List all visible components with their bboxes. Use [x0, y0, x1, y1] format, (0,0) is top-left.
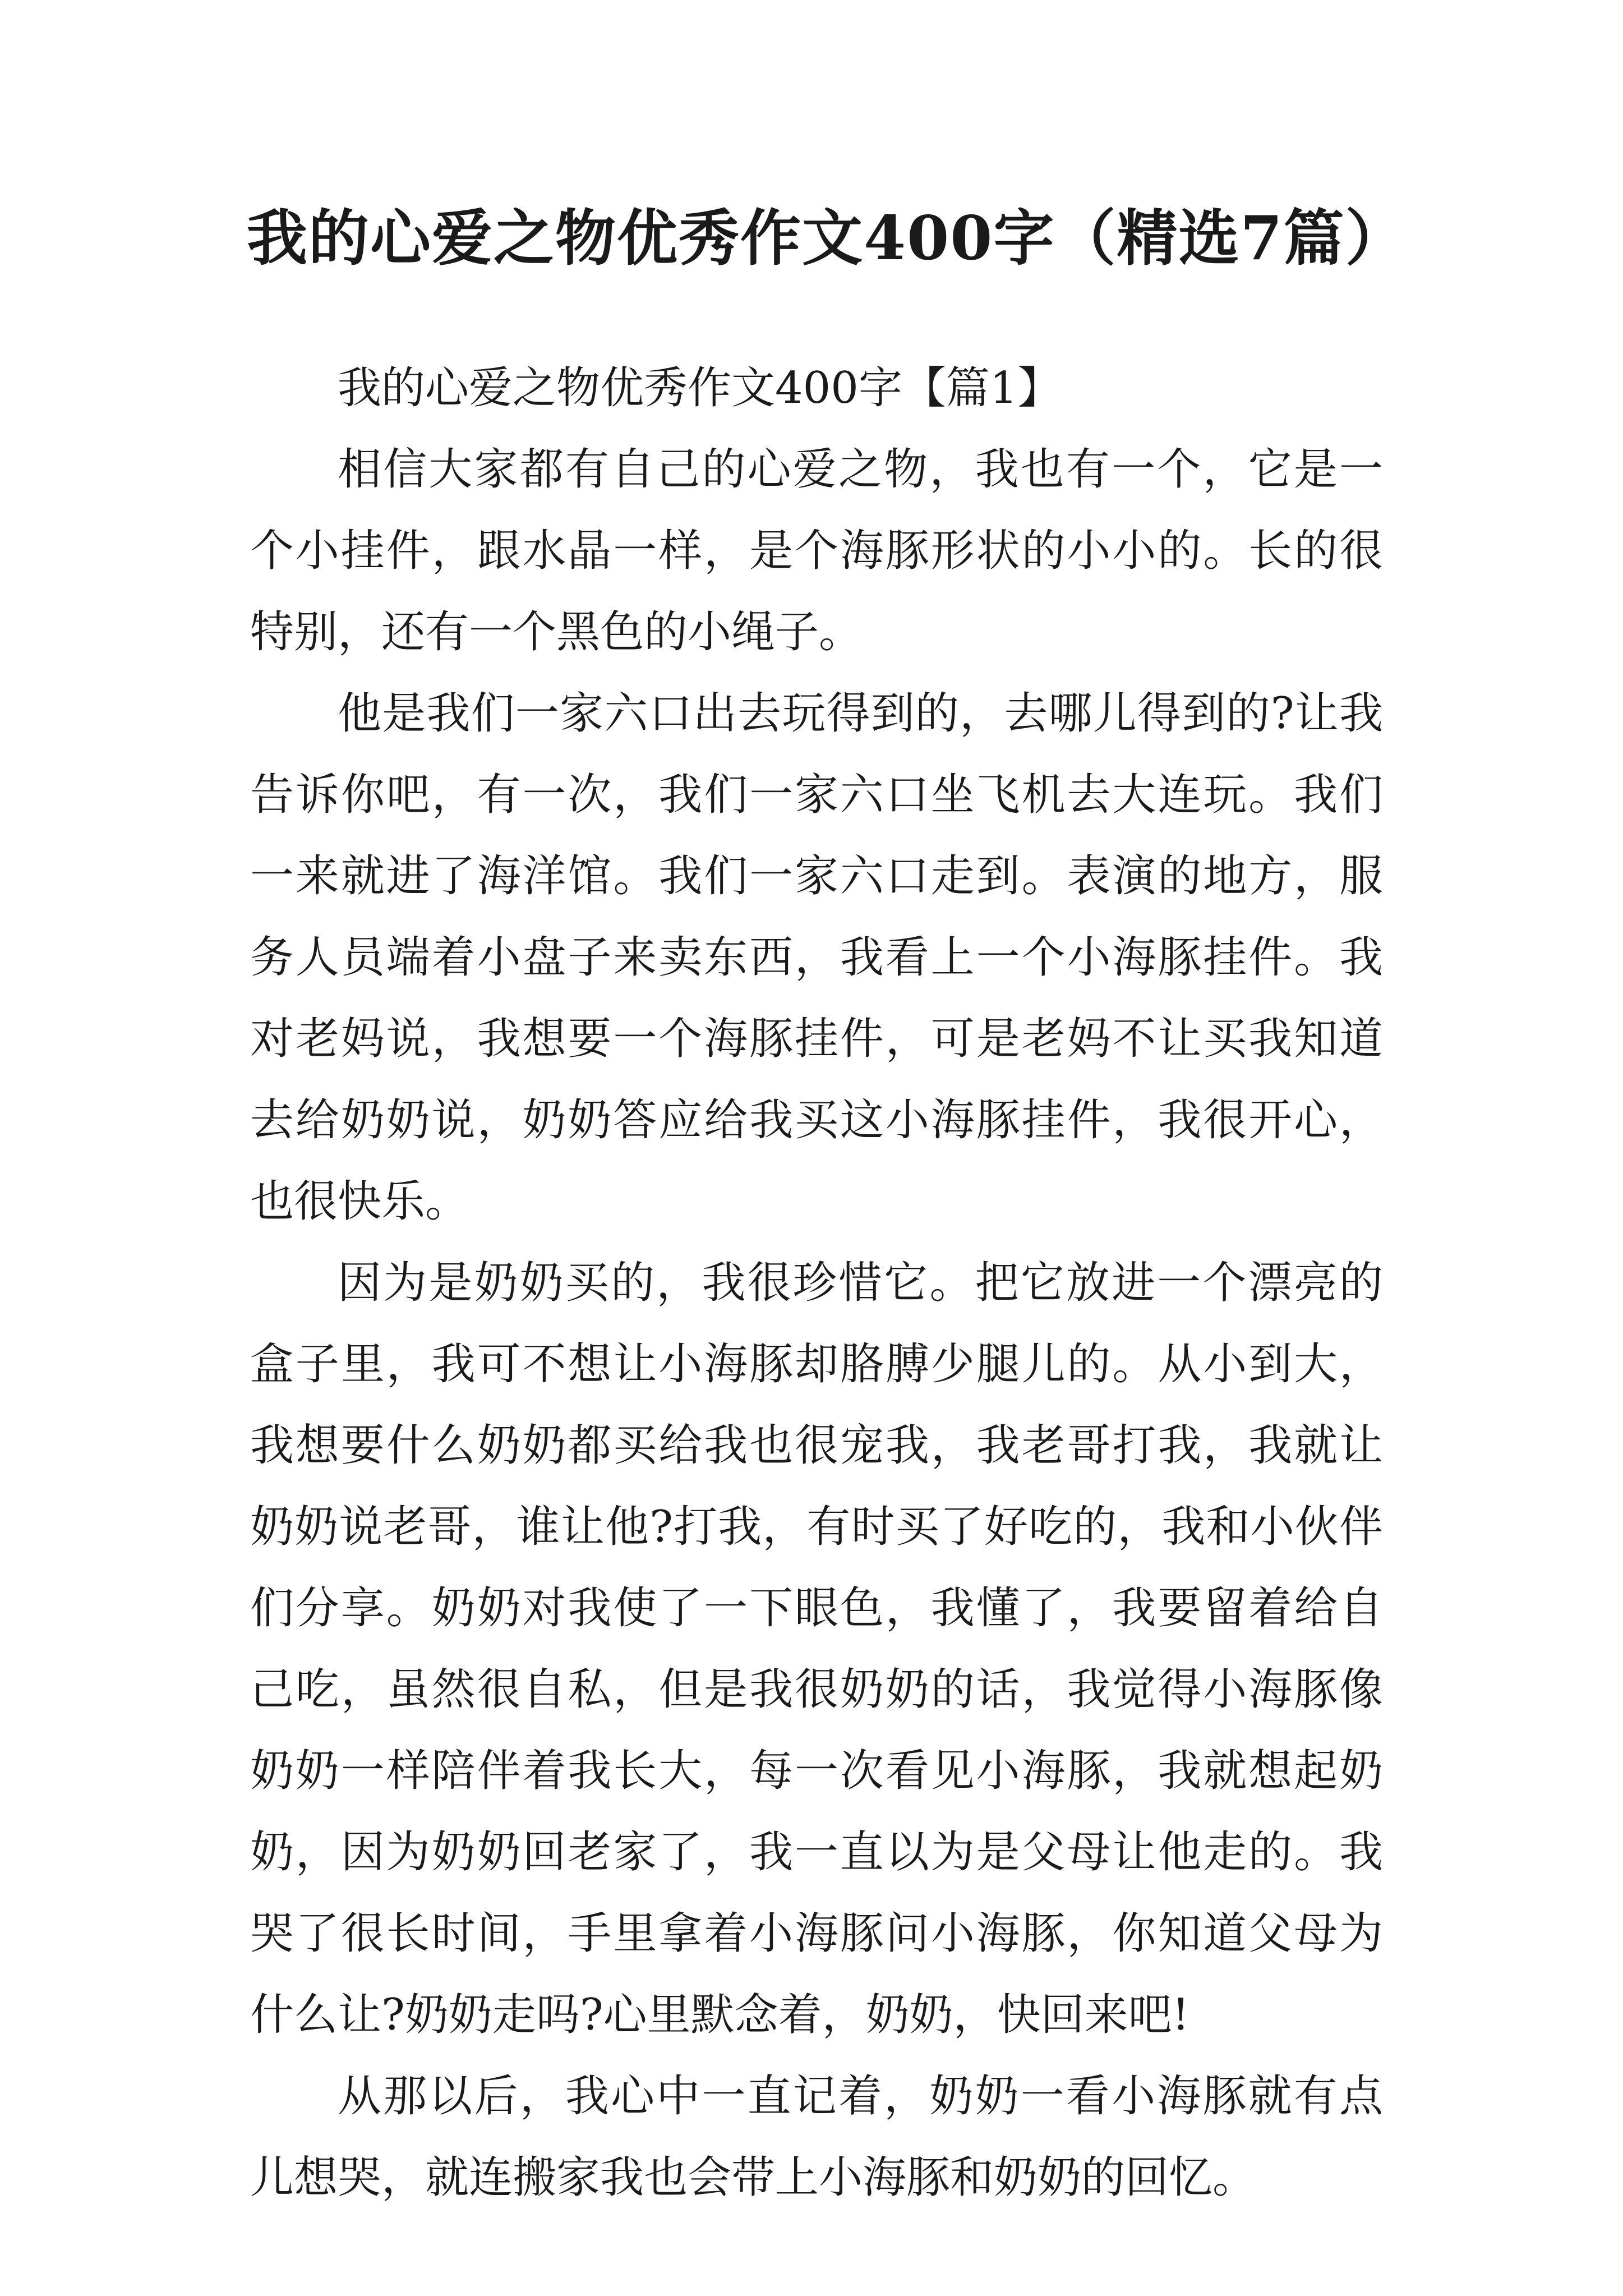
document-title: 我的心爱之物优秀作文400字（精选7篇）	[247, 203, 1407, 274]
section-heading: 我的心爱之物优秀作文400字【篇1】	[338, 363, 1062, 413]
body-paragraph: 从那以后，我心中一直记着，奶奶一看小海豚就有点儿想哭，就连搬家我也会带上小海豚和奶奶的回忆。	[250, 2071, 1383, 2203]
document-body	[250, 348, 1383, 2219]
body-paragraph: 因为是奶奶买的，我很珍惜它。把它放进一个漂亮的盒子里，我可不想让小海豚却胳膊少腿儿的。从小到大，我想要什么奶奶都买给我也很宠我，我老哥打我，我就让奶奶说老哥，谁让他?打我，有时买了好吃的，我和小伙伴们分享。奶奶对我使了一下眼色，我懂了，我要留着给自己吃，虽然很自私，但是我很奶奶的话，我觉得小海豚像奶奶一样陪伴着我长大，每一次看见小海豚，我就想起奶奶，因为奶奶回老家了，我一直以为是父母让他走的。我哭了很长时间，手里拿着小海豚问小海豚，你知道父母为什么让?奶奶走吗?心里默念着，奶奶，快回来吧!	[250, 1258, 1383, 2040]
body-paragraph: 他是我们一家六口出去玩得到的，去哪儿得到的?让我告诉你吧，有一次，我们一家六口坐飞机去大连玩。我们一来就进了海洋馆。我们一家六口走到。表演的地方，服务人员端着小盘子来卖东西，我看上一个小海豚挂件。我对老妈说，我想要一个海豚挂件，可是老妈不让买我知道去给奶奶说，奶奶答应给我买这小海豚挂件，我很开心，也很快乐。	[250, 688, 1383, 1227]
body-paragraph: 相信大家都有自己的心爱之物，我也有一个，它是一个小挂件，跟水晶一样，是个海豚形状的小小的。长的很特别，还有一个黑色的小绳子。	[250, 444, 1383, 657]
